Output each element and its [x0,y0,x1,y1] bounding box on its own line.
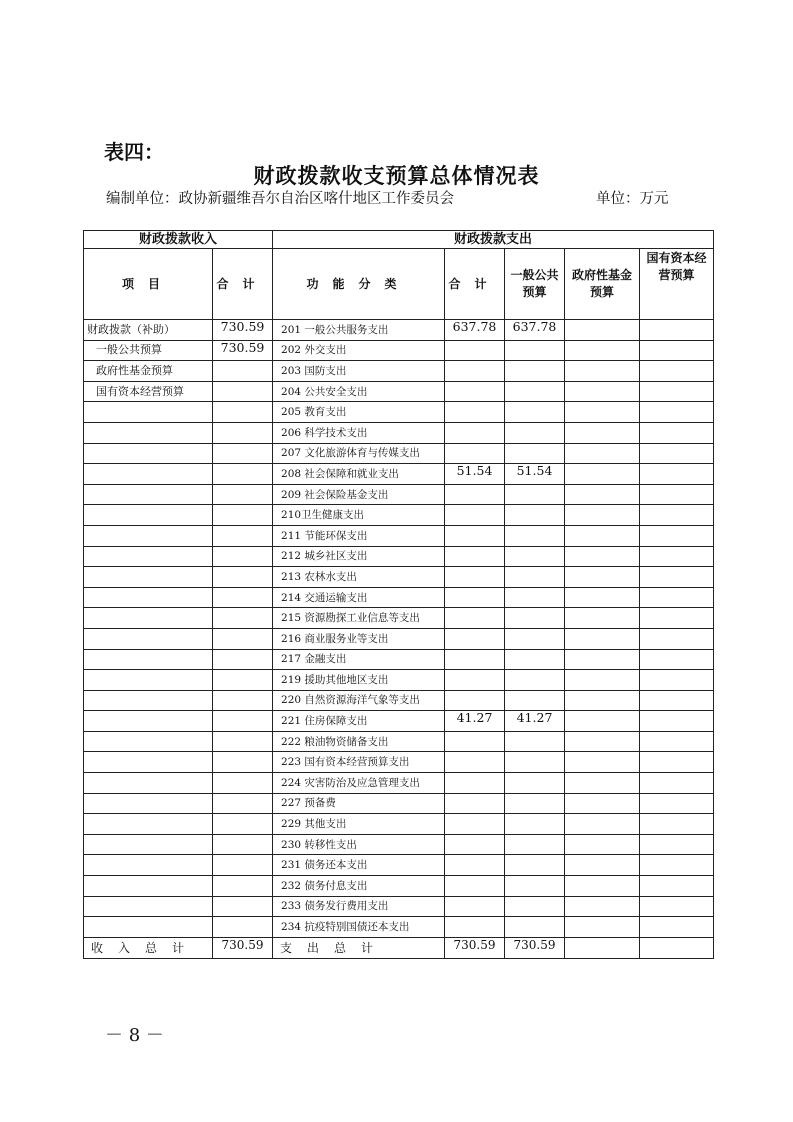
general-budget-value [505,834,565,855]
fund-budget-value [565,484,640,505]
table-row [84,855,714,876]
fund-budget-value [565,340,640,361]
fund-budget-value [565,649,640,670]
table-row [84,464,714,485]
table-label: 表四： [104,140,164,164]
page-title: 财政拨款收支预算总体情况表 [253,163,540,188]
fund-budget-value [565,567,640,588]
expense-function: 233 债务发行费用支出 [273,896,445,917]
expense-function: 223 国有资本经营预算支出 [273,752,445,773]
table-row [84,649,714,670]
expense-total [445,670,505,691]
income-item [84,464,213,485]
fund-budget-value [565,793,640,814]
income-item [84,402,213,423]
income-item [84,505,213,526]
general-budget-value [505,690,565,711]
income-value [213,731,273,752]
function-class-header: 功能分类 [273,249,445,320]
state-capital-value [640,690,714,711]
income-value [213,855,273,876]
expense-total [445,855,505,876]
general-budget-value [505,381,565,402]
table-row [84,793,714,814]
income-item: 财政拨款（补助） [84,320,213,341]
income-item [84,422,213,443]
income-value [213,587,273,608]
fund-budget-value [565,731,640,752]
income-value [213,896,273,917]
income-value [213,608,273,629]
general-budget-value [505,731,565,752]
expense-function: 217 金融支出 [273,649,445,670]
income-item [84,917,213,938]
expense-function: 212 城乡社区支出 [273,546,445,567]
expense-total-header: 合计 [445,249,505,320]
expense-total-label: 支出总计 [273,937,445,958]
income-item [84,731,213,752]
expense-total: 637.78 [445,320,505,341]
state-capital-value [640,361,714,382]
income-item [84,711,213,732]
state-capital-value [640,649,714,670]
expense-function: 205 教育支出 [273,402,445,423]
general-budget-value [505,484,565,505]
general-budget-value [505,443,565,464]
general-budget-value [505,525,565,546]
totals-row [84,937,714,958]
expense-total [445,690,505,711]
table-row [84,320,714,341]
table-row [84,608,714,629]
general-budget-value [505,773,565,794]
table-row [84,340,714,361]
state-capital-value [640,793,714,814]
income-value [213,793,273,814]
state-capital-value [640,464,714,485]
general-budget-value [505,793,565,814]
fund-budget-value [565,608,640,629]
table-row [84,361,714,382]
table-row [84,443,714,464]
income-item [84,546,213,567]
income-item [84,752,213,773]
state-capital-value [640,773,714,794]
state-capital-value [640,731,714,752]
expense-function: 229 其他支出 [273,814,445,835]
general-budget-value [505,752,565,773]
general-budget-value [505,402,565,423]
fund-budget-value [565,814,640,835]
general-budget-value: 41.27 [505,711,565,732]
income-value [213,402,273,423]
expense-function: 222 粮油物资储备支出 [273,731,445,752]
table-row [84,752,714,773]
state-capital-value [640,711,714,732]
general-budget-value [505,876,565,897]
fund-budget-value [565,361,640,382]
expense-total [445,896,505,917]
state-capital-value [640,587,714,608]
income-item: 政府性基金预算 [84,361,213,382]
expense-function: 211 节能环保支出 [273,525,445,546]
expense-function: 204 公共安全支出 [273,381,445,402]
table-row [84,381,714,402]
general-budget-value [505,567,565,588]
general-budget-value [505,587,565,608]
expense-total [445,731,505,752]
income-item [84,855,213,876]
income-total-label: 收入总计 [84,937,213,958]
state-capital-value [640,628,714,649]
fund-budget-value [565,443,640,464]
budget-table [83,230,714,959]
expense-total [445,381,505,402]
expense-total [445,505,505,526]
state-capital-value [640,484,714,505]
income-value [213,649,273,670]
fund-budget-value [565,752,640,773]
expense-total [445,484,505,505]
general-budget-value [505,649,565,670]
expense-function: 221 住房保障支出 [273,711,445,732]
state-capital-value [640,834,714,855]
income-value [213,628,273,649]
income-total-header: 合计 [213,249,273,320]
general-budget-value [505,896,565,917]
general-budget-value [505,855,565,876]
expense-total [445,525,505,546]
expense-function: 216 商业服务业等支出 [273,628,445,649]
fund-budget-value [565,896,640,917]
income-value: 730.59 [213,320,273,341]
expense-function: 210卫生健康支出 [273,505,445,526]
fund-budget-value [565,464,640,485]
state-capital-value [640,917,714,938]
expense-total [445,814,505,835]
income-item [84,814,213,835]
expense-function: 224 灾害防治及应急管理支出 [273,773,445,794]
income-item [84,608,213,629]
income-value [213,567,273,588]
expense-total [445,628,505,649]
general-budget-value [505,422,565,443]
expense-total [445,361,505,382]
income-value [213,422,273,443]
table-row [84,690,714,711]
income-value [213,670,273,691]
income-item [84,649,213,670]
table-row [84,917,714,938]
income-value: 730.59 [213,340,273,361]
expense-total [445,876,505,897]
expense-function: 206 科学技术支出 [273,422,445,443]
expense-total [445,773,505,794]
fund-budget-value [565,917,640,938]
expense-total [445,402,505,423]
fund-budget-value [565,855,640,876]
fund-budget-value [565,402,640,423]
expense-total [445,752,505,773]
table-row [84,670,714,691]
income-value [213,361,273,382]
state-capital-value [640,381,714,402]
expense-total-value: 730.59 [445,937,505,958]
income-value [213,690,273,711]
table-row [84,422,714,443]
income-value [213,525,273,546]
income-item [84,834,213,855]
table-row [84,546,714,567]
table-row [84,628,714,649]
fund-budget-value [565,711,640,732]
income-value [213,464,273,485]
table-row [84,587,714,608]
general-budget-value [505,340,565,361]
income-value [213,834,273,855]
income-value [213,876,273,897]
fund-budget-value [565,773,640,794]
table-row [84,525,714,546]
state-total-value [640,937,714,958]
item-header: 项目 [84,249,213,320]
general-budget-value [505,628,565,649]
state-capital-value [640,670,714,691]
page-number: － 8 － [105,1025,164,1046]
table-row [84,505,714,526]
general-budget-value [505,546,565,567]
general-budget-value [505,361,565,382]
expense-total [445,917,505,938]
income-value [213,546,273,567]
general-budget-header: 一般公共预算 [505,249,565,320]
table-row [84,567,714,588]
income-value [213,505,273,526]
income-item [84,587,213,608]
expense-total [445,649,505,670]
fund-budget-value [565,876,640,897]
income-item [84,443,213,464]
fund-budget-value [565,587,640,608]
compiling-unit: 编制单位：政协新疆维吾尔自治区喀什地区工作委员会 [106,191,454,207]
state-capital-value [640,567,714,588]
expense-total [445,793,505,814]
expense-total: 41.27 [445,711,505,732]
table-row [84,876,714,897]
general-total-value: 730.59 [505,937,565,958]
state-capital-value [640,546,714,567]
fund-budget-value [565,505,640,526]
general-budget-value [505,505,565,526]
fund-budget-value [565,422,640,443]
fund-budget-value [565,525,640,546]
state-capital-value [640,896,714,917]
income-value [213,381,273,402]
income-item: 国有资本经营预算 [84,381,213,402]
expense-function: 202 外交支出 [273,340,445,361]
expense-function: 231 债务还本支出 [273,855,445,876]
fund-budget-header: 政府性基金预算 [565,249,640,320]
income-item [84,525,213,546]
state-capital-value [640,340,714,361]
income-item [84,628,213,649]
fund-budget-value [565,834,640,855]
income-total-value: 730.59 [213,937,273,958]
table-row [84,896,714,917]
expense-total [445,443,505,464]
income-value [213,917,273,938]
expense-total [445,834,505,855]
expense-total [445,422,505,443]
fund-budget-value [565,320,640,341]
table-row [84,731,714,752]
expense-function: 214 交通运输支出 [273,587,445,608]
expense-function: 227 预备费 [273,793,445,814]
state-capital-value [640,752,714,773]
state-capital-value [640,320,714,341]
table-row [84,834,714,855]
expense-total [445,587,505,608]
income-item: 一般公共预算 [84,340,213,361]
fund-budget-value [565,381,640,402]
state-capital-value [640,608,714,629]
expense-total [445,567,505,588]
fund-budget-value [565,670,640,691]
income-group-header: 财政拨款收入 [84,231,273,249]
general-budget-value: 51.54 [505,464,565,485]
income-item [84,670,213,691]
expense-total [445,546,505,567]
expense-function: 220 自然资源海洋气象等支出 [273,690,445,711]
table-row [84,402,714,423]
expense-total [445,608,505,629]
income-item [84,690,213,711]
income-value [213,773,273,794]
expense-function: 230 转移性支出 [273,834,445,855]
income-item [84,484,213,505]
table-row [84,814,714,835]
income-value [213,711,273,732]
income-item [84,773,213,794]
income-value [213,814,273,835]
expense-total [445,340,505,361]
table-row [84,773,714,794]
expense-function: 234 抗疫特别国债还本支出 [273,917,445,938]
expense-function: 219 援助其他地区支出 [273,670,445,691]
table-row [84,711,714,732]
expense-function: 213 农林水支出 [273,567,445,588]
fund-budget-value [565,690,640,711]
income-value [213,443,273,464]
expense-function: 207 文化旅游体育与传媒支出 [273,443,445,464]
expense-function: 209 社会保险基金支出 [273,484,445,505]
state-capital-value [640,422,714,443]
income-item [84,896,213,917]
state-capital-value [640,402,714,423]
general-budget-value [505,917,565,938]
expense-group-header: 财政拨款支出 [273,231,714,249]
general-budget-value: 637.78 [505,320,565,341]
income-item [84,567,213,588]
state-capital-value [640,814,714,835]
expense-function: 215 资源勘探工业信息等支出 [273,608,445,629]
expense-function: 201 一般公共服务支出 [273,320,445,341]
state-capital-value [640,876,714,897]
expense-function: 232 债务付息支出 [273,876,445,897]
table-row [84,484,714,505]
state-capital-value [640,443,714,464]
fund-budget-value [565,546,640,567]
state-capital-value [640,855,714,876]
expense-total: 51.54 [445,464,505,485]
expense-function: 208 社会保障和就业支出 [273,464,445,485]
header-row-columns [84,249,714,320]
general-budget-value [505,670,565,691]
currency-unit: 单位：万元 [596,191,669,207]
income-value [213,752,273,773]
state-capital-header: 国有资本经营预算 [640,249,714,320]
expense-function: 203 国防支出 [273,361,445,382]
state-capital-value [640,525,714,546]
state-capital-value [640,505,714,526]
income-item [84,876,213,897]
income-item [84,793,213,814]
general-budget-value [505,814,565,835]
header-row-group [84,231,714,249]
fund-total-value [565,937,640,958]
income-value [213,484,273,505]
fund-budget-value [565,628,640,649]
general-budget-value [505,608,565,629]
